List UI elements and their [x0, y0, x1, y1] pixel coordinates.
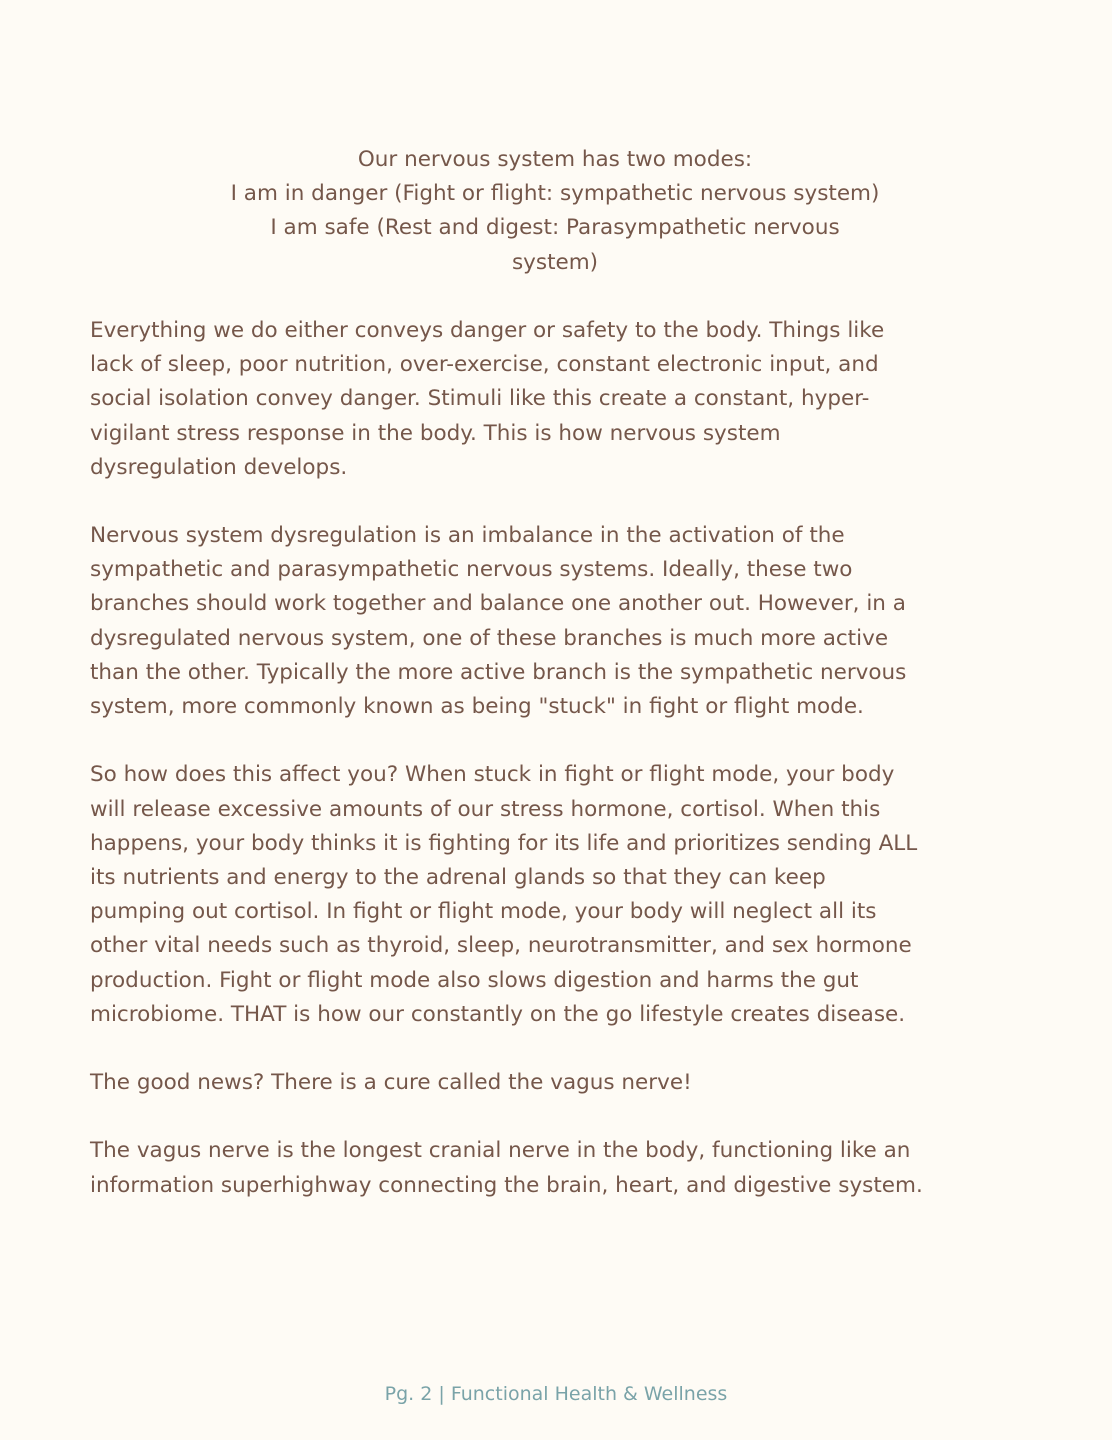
paragraph-line: lack of sleep, poor nutrition, over-exercise, constant electronic input, and: [90, 352, 879, 378]
heading-line: Our nervous system has two modes:: [357, 147, 753, 172]
heading-line: system): [511, 249, 599, 275]
paragraph-line: system, more commonly known as being "stuck" in fight or flight mode.: [90, 694, 864, 719]
paragraph-line: social isolation convey danger. Stimuli like this create a constant, hyper-: [90, 386, 870, 412]
paragraph-line: sympathetic and parasympathetic nervous systems. Ideally, these two: [90, 557, 853, 583]
paragraph-spacer: [90, 1032, 1020, 1066]
paragraph-line: Everything we do either conveys danger or safety to the body. Things like: [90, 317, 885, 343]
paragraph-spacer: [90, 280, 1020, 314]
paragraph-line: other vital needs such as thyroid, sleep, neurotransmitter, and sex hormone: [90, 933, 912, 959]
paragraph-line: pumping out cortisol. In fight or flight mode, your body will neglect all its: [90, 899, 877, 925]
paragraph-line: will release excessive amounts of our stress hormone, cortisol. When this: [90, 796, 881, 822]
paragraph: [90, 758, 1020, 1032]
heading-block: [90, 143, 1020, 280]
paragraph-line: Nervous system dysregulation is an imbalance in the activation of the: [90, 523, 845, 549]
paragraph-line: vigilant stress response in the body. This is how nervous system: [90, 420, 781, 446]
heading-line: I am in danger (Fight or flight: sympathetic nervous system): [230, 181, 880, 207]
paragraph-line: The good news? There is a cure called the vagus nerve!: [90, 1070, 692, 1096]
paragraph-spacer: [90, 1100, 1020, 1134]
paragraph: [90, 519, 1020, 724]
paragraph-line: than the other. Typically the more active branch is the sympathetic nervous: [90, 659, 907, 685]
paragraph-line: branches should work together and balance one another out. However, in a: [90, 591, 906, 617]
paragraph-line: dysregulated nervous system, one of these branches is much more active: [90, 625, 889, 651]
paragraph-line: So how does this affect you? When stuck in fight or flight mode, your body: [90, 762, 895, 788]
heading-line: I am safe (Rest and digest: Parasympathetic nervous: [270, 215, 840, 241]
paragraph-line: production. Fight or flight mode also slows digestion and harms the gut: [90, 967, 859, 993]
paragraph-line: dysregulation develops.: [90, 454, 348, 480]
paragraph-line: happens, your body thinks it is fighting for its life and prioritizes sending ALL: [90, 830, 918, 856]
page-content: [90, 143, 1020, 1203]
paragraph-spacer: [90, 485, 1020, 519]
paragraph-spacer: [90, 724, 1020, 758]
body-paragraphs: [90, 280, 1020, 1203]
paragraph-line: its nutrients and energy to the adrenal glands so that they can keep: [90, 864, 826, 890]
paragraph: [90, 314, 1020, 485]
paragraph: [90, 1066, 1020, 1100]
paragraph-line: information superhighway connecting the brain, heart, and digestive system.: [90, 1172, 923, 1198]
paragraph-line: The vagus nerve is the longest cranial nerve in the body, functioning like an: [90, 1138, 911, 1164]
page-footer: Pg. 2 | Functional Health & Wellness: [384, 1383, 728, 1405]
paragraph-line: microbiome. THAT is how our constantly on the go lifestyle creates disease.: [90, 1001, 906, 1027]
paragraph: [90, 1134, 1020, 1202]
